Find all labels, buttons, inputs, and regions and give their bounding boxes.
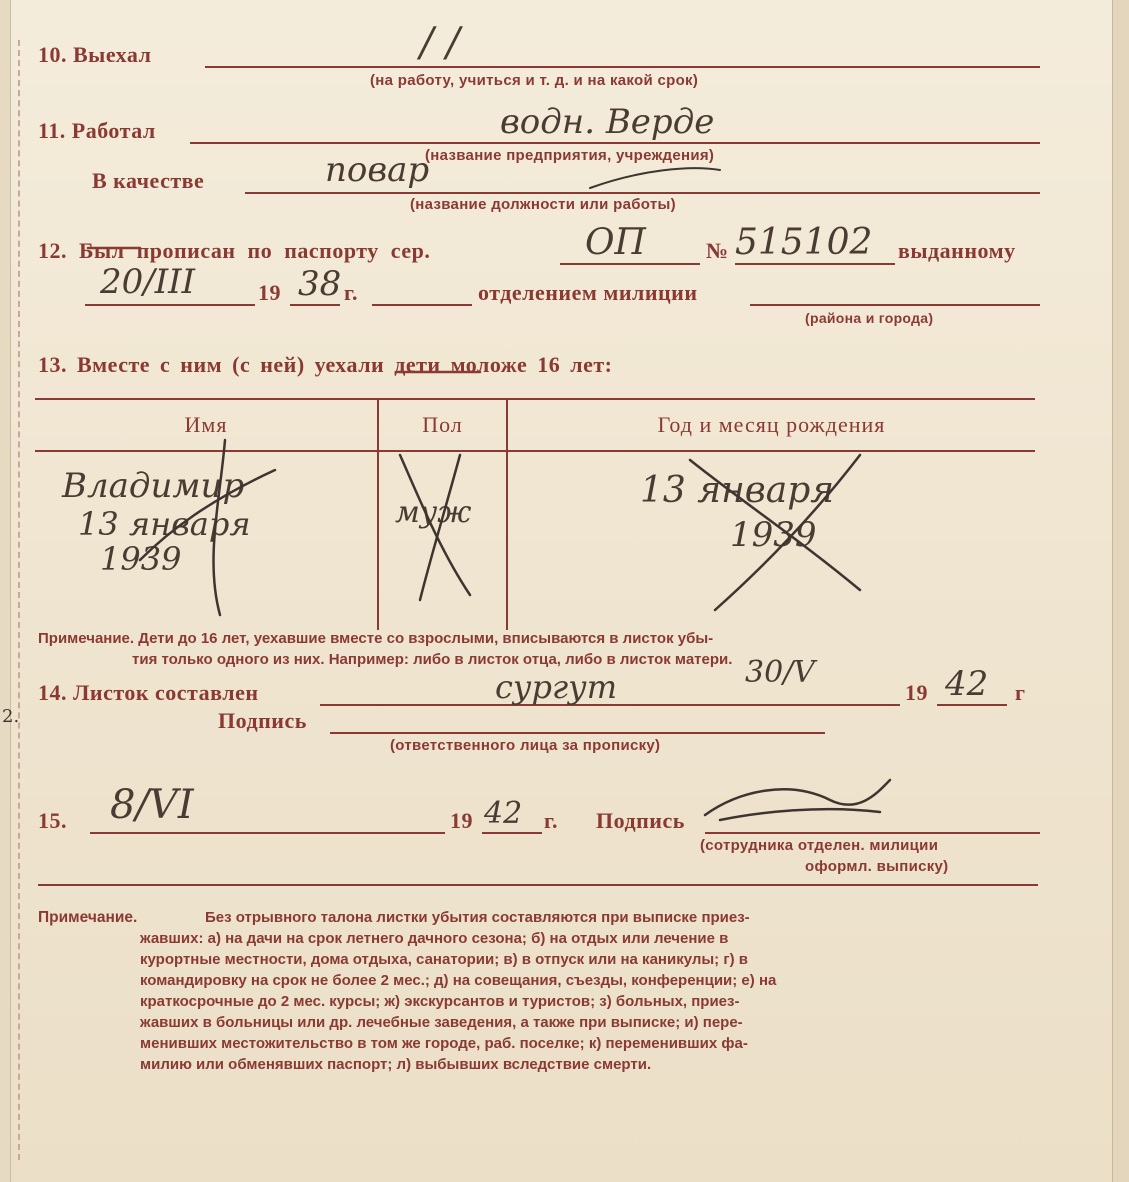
note-2-title: Примечание. bbox=[38, 909, 138, 926]
note-1-line-2: тия только одного из них. Например: либо в листок отца, либо в листок матери. bbox=[132, 651, 733, 668]
section-11-caption: (название предприятия, учреждения) bbox=[425, 147, 715, 164]
child-birth-date-handwriting: 13 января bbox=[640, 470, 835, 511]
section-14-year-handwriting: 42 bbox=[945, 664, 989, 704]
section-12-g-label: г. bbox=[344, 280, 359, 305]
section-14-year-line bbox=[937, 704, 1007, 706]
section-11-work-handwriting: водн. Верде bbox=[500, 102, 715, 142]
column-header-name: Имя bbox=[35, 399, 378, 451]
strike-name-b bbox=[140, 470, 275, 560]
note-2-line-2: жавших: а) на дачи на срок летнего дачного сезона; б) на отдых или лечение в bbox=[140, 930, 729, 947]
note-2-line-5: краткосрочные до 2 мес. курсы; ж) экскурсантов и туристов; з) больных, приез- bbox=[140, 993, 740, 1010]
section-14-sign-label: Подпись bbox=[218, 708, 307, 733]
section-15-label: 15. bbox=[38, 808, 67, 833]
section-15-caption-1: (сотрудника отделен. милиции bbox=[700, 837, 939, 854]
section-12-label: 12. Был прописан по паспорту сер. bbox=[38, 238, 431, 263]
section-12-number-handwriting: 515102 bbox=[735, 222, 873, 263]
section-11-as-label: В качестве bbox=[92, 168, 205, 193]
note-2-line-4: командировку на срок не более 2 мес.; д) на совещания, съезды, конференции; е) на bbox=[140, 972, 777, 989]
child-birth-year-handwriting: 1939 bbox=[730, 515, 817, 555]
strike-sex-b bbox=[420, 455, 460, 600]
section-15-year-prefix: 19 bbox=[450, 808, 473, 833]
section-13-label: 13. Вместе с ним (с ней) уехали дети моложе 16 лет: bbox=[38, 352, 613, 377]
section-10-handwriting: / / bbox=[420, 20, 460, 66]
child-name-date-handwriting: 13 января bbox=[78, 505, 251, 543]
section-15-date-handwriting: 8/VI bbox=[110, 782, 194, 828]
margin-mark: 2. bbox=[2, 706, 20, 727]
section-15-sign-line bbox=[705, 832, 1040, 834]
section-14-label: 14. Листок составлен bbox=[38, 680, 259, 705]
section-12-year-handwriting: 38 bbox=[298, 264, 342, 304]
section-12-year-prefix: 19 bbox=[258, 280, 281, 305]
note-2-line-8: милию или обменявших паспорт; л) выбывших вследствие смерти. bbox=[140, 1056, 652, 1073]
section-14-sign-line bbox=[330, 732, 825, 734]
section-15-date-line bbox=[90, 832, 445, 834]
section-12-issued-label: выданному bbox=[898, 238, 1016, 263]
column-header-birth: Год и месяц рождения bbox=[507, 399, 1035, 451]
section-12-police-label: отделением милиции bbox=[478, 280, 698, 305]
section-14-date-handwriting: 30/V bbox=[745, 655, 815, 690]
section-10-caption: (на работу, учиться и т. д. и на какой срок) bbox=[370, 72, 699, 89]
note-2-line-6: жавших в больницы или др. лечебные заведения, а также при выписке; и) пере- bbox=[140, 1014, 743, 1031]
section-11-as-caption: (название должности или работы) bbox=[410, 196, 676, 213]
section-12-date-handwriting: 20/III bbox=[100, 262, 196, 302]
child-name-handwriting: Владимир bbox=[62, 466, 245, 506]
section-15-g-label: г. bbox=[544, 808, 559, 833]
section-15-year-line bbox=[482, 832, 542, 834]
section-11-as-handwriting: повар bbox=[325, 150, 430, 190]
note-2-line-3: курортные местности, дома отдыха, санатории; в) в отпуск или на каникулы; г) в bbox=[140, 951, 748, 968]
section-14-year-prefix: 19 bbox=[905, 680, 928, 705]
strike-name-a bbox=[214, 440, 225, 615]
signature-scribble-2 bbox=[720, 809, 880, 820]
strike-extra bbox=[590, 168, 720, 188]
section-11-label: 11. Работал bbox=[38, 118, 156, 143]
child-name-year-handwriting: 1939 bbox=[100, 540, 182, 578]
section-12-number-label: № bbox=[706, 238, 729, 263]
section-15-year-handwriting: 42 bbox=[484, 796, 523, 831]
section-14-handwriting: сургут bbox=[495, 668, 618, 706]
section-14-g-label: г bbox=[1015, 680, 1026, 705]
column-header-sex: Пол bbox=[378, 399, 507, 451]
section-10-label: 10. Выехал bbox=[38, 42, 152, 67]
separator-line bbox=[38, 884, 1038, 886]
section-15-sign-label: Подпись bbox=[596, 808, 685, 833]
child-sex-handwriting: муж bbox=[395, 495, 472, 530]
section-14-caption: (ответственного лица за прописку) bbox=[390, 737, 661, 754]
note-1-line-1: Примечание. Дети до 16 лет, уехавшие вместе со взрослыми, вписываются в листок убы- bbox=[38, 630, 714, 647]
section-15-caption-2: оформл. выписку) bbox=[805, 858, 949, 875]
strike-sex-a bbox=[400, 455, 470, 595]
note-2-line-7: менивших местожительство в том же городе, раб. поселке; к) переменивших фа- bbox=[140, 1035, 748, 1052]
section-12-ser-handwriting: ОП bbox=[585, 222, 646, 263]
section-12-caption: (района и города) bbox=[805, 310, 934, 326]
strike-birth-a bbox=[690, 460, 860, 590]
note-2-line-1: Без отрывного талона листки убытия составляются при выписке приез- bbox=[205, 909, 750, 926]
